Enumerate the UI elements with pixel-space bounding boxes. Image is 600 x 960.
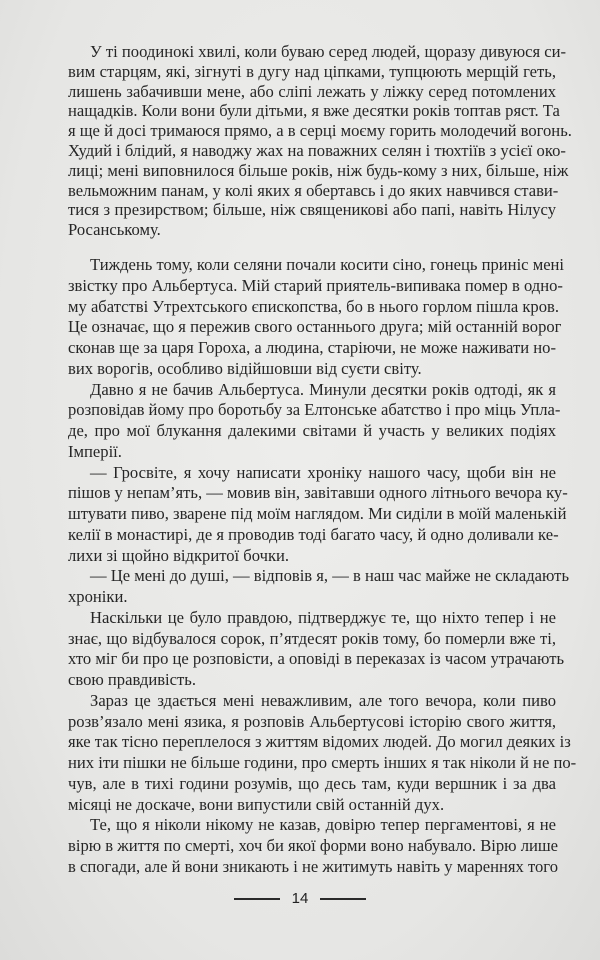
text-line: яке так тісно переплелося з життям відомих людей. До могил деяких із [68, 732, 571, 752]
paragraph [68, 462, 568, 567]
text-line: тися з презирством; більше, ніж священикові або папі, навіть Нілусу [68, 200, 556, 220]
paragraph [68, 379, 561, 463]
text-line: пішов у непам’ять, — мовив він, завітавши одного літнього вечора ку- [68, 483, 568, 503]
footer-rule-left [234, 898, 280, 900]
text-line: Худий і блідий, я наводжу жах на поважних селян і тюхтіїв з усієї око- [68, 140, 566, 160]
text-line: Це означає, що я пережив свого останнього друга; мій останній ворог [68, 317, 562, 337]
paragraph [68, 815, 559, 877]
text-line: хто міг би про це розповісти, а оповіді в переказах із часом утрачають [68, 649, 565, 669]
text-line: лихи зі щойно відкритої бочки. [68, 545, 290, 565]
text-line: вих ворогів, особливо відійшовши від суєти світу. [68, 358, 422, 378]
text-line: хроніки. [68, 587, 128, 606]
paragraph [68, 607, 565, 691]
text-line: розв’язало мені язика, я розповів Альбертусові історію свого життя, [68, 711, 556, 731]
text-line: штувати пиво, зварене під моїм наглядом. Ми сиділи в моїй маленькій [68, 504, 567, 523]
text-line: в спогади, але й вони зникають і не житимуть навіть у мареннях того [68, 856, 558, 876]
text-line: Росанському. [68, 220, 161, 240]
text-line: де, про мої блукання далекими світами й участь у великих подіях [68, 421, 556, 440]
footer-rule-right [320, 898, 366, 900]
text-line: лиці; мені виповнилося більше років, ніж будь-кому з них, більше, ніж [68, 160, 569, 180]
text-line: місяці не доскаче, вони випустили свій останній дух. [68, 794, 445, 814]
paragraph [68, 566, 570, 608]
text-line: вірю в життя по смерті, хоч би якої форми воно набувало. Вірю лише [68, 836, 559, 855]
text-line: Зараз це здається мені неважливим, але того вечора, коли пиво [90, 690, 556, 710]
text-line: — Гросвіте, я хочу написати хроніку нашого часу, щоби він не [90, 462, 556, 482]
text-line: свою правдивість. [68, 670, 196, 689]
paragraph [68, 690, 577, 816]
text-line: сконав ще за царя Гороха, а людина, старіючи, не може наживати но- [68, 338, 556, 357]
text-line: Давно я не бачив Альбертуса. Минули десятки років одтоді, як я [90, 379, 556, 399]
text-line: У ті поодинокі хвилі, коли буваю серед людей, щоразу дивуюся си- [90, 42, 567, 61]
text-line: чув, але в тихі години розумів, що десь там, куди вершник і за два [68, 773, 556, 793]
text-line: звістку про Альбертуса. Мій старий приятель-випивака помер в одно- [68, 275, 563, 295]
text-line: Те, що я ніколи нікому не казав, довірю тепер пергаментові, я не [90, 815, 556, 835]
text-line: вельможним панам, у колі яких я обертавсь і до яких навчився стави- [68, 180, 559, 200]
text-line: Наскільки це було правдою, підтверджує те, що ніхто тепер і не [90, 607, 556, 627]
text-line: розповідав йому про боротьбу за Елтонське абатство і про міць Упла- [68, 400, 561, 420]
page-footer [0, 890, 600, 907]
text-line: них іти пішки не більше години, про смерть інших я так ніколи й не по- [68, 753, 577, 772]
text-line: Імперії. [68, 441, 122, 461]
text-line: лишень забачивши мене, або сліпі лежать у ліжку серед потомлених [68, 81, 556, 101]
text-line: Тиждень тому, коли селяни почали косити сіно, гонець приніс мені [90, 255, 565, 274]
text-line: я ще й досі тримаюся прямо, а в серці моєму горить молодечий вогонь. [68, 121, 572, 141]
paragraph [68, 255, 565, 380]
text-line: знає, що відбувалося сорок, п’ятдесят років тому, бо померли вже ті, [68, 628, 556, 648]
text-line: вим старцям, які, зігнуті в дугу над ціпками, тупцюють мерщій геть, [68, 61, 556, 81]
text-line: — Це мені до душі, — відповів я, — в наш час майже не складають [90, 566, 570, 586]
paragraph [68, 42, 572, 240]
text-line: му абатстві Утрехтського єпископства, бо в нього горлом пішла кров. [68, 296, 559, 316]
text-line: нащадків. Коли вони були дітьми, я вже десятки років топтав ряст. Та [68, 101, 560, 121]
page-number: 14 [291, 890, 309, 907]
text-line: келії в монастирі, де я проводив тоді багато часу, й одно доливали ке- [68, 524, 559, 544]
